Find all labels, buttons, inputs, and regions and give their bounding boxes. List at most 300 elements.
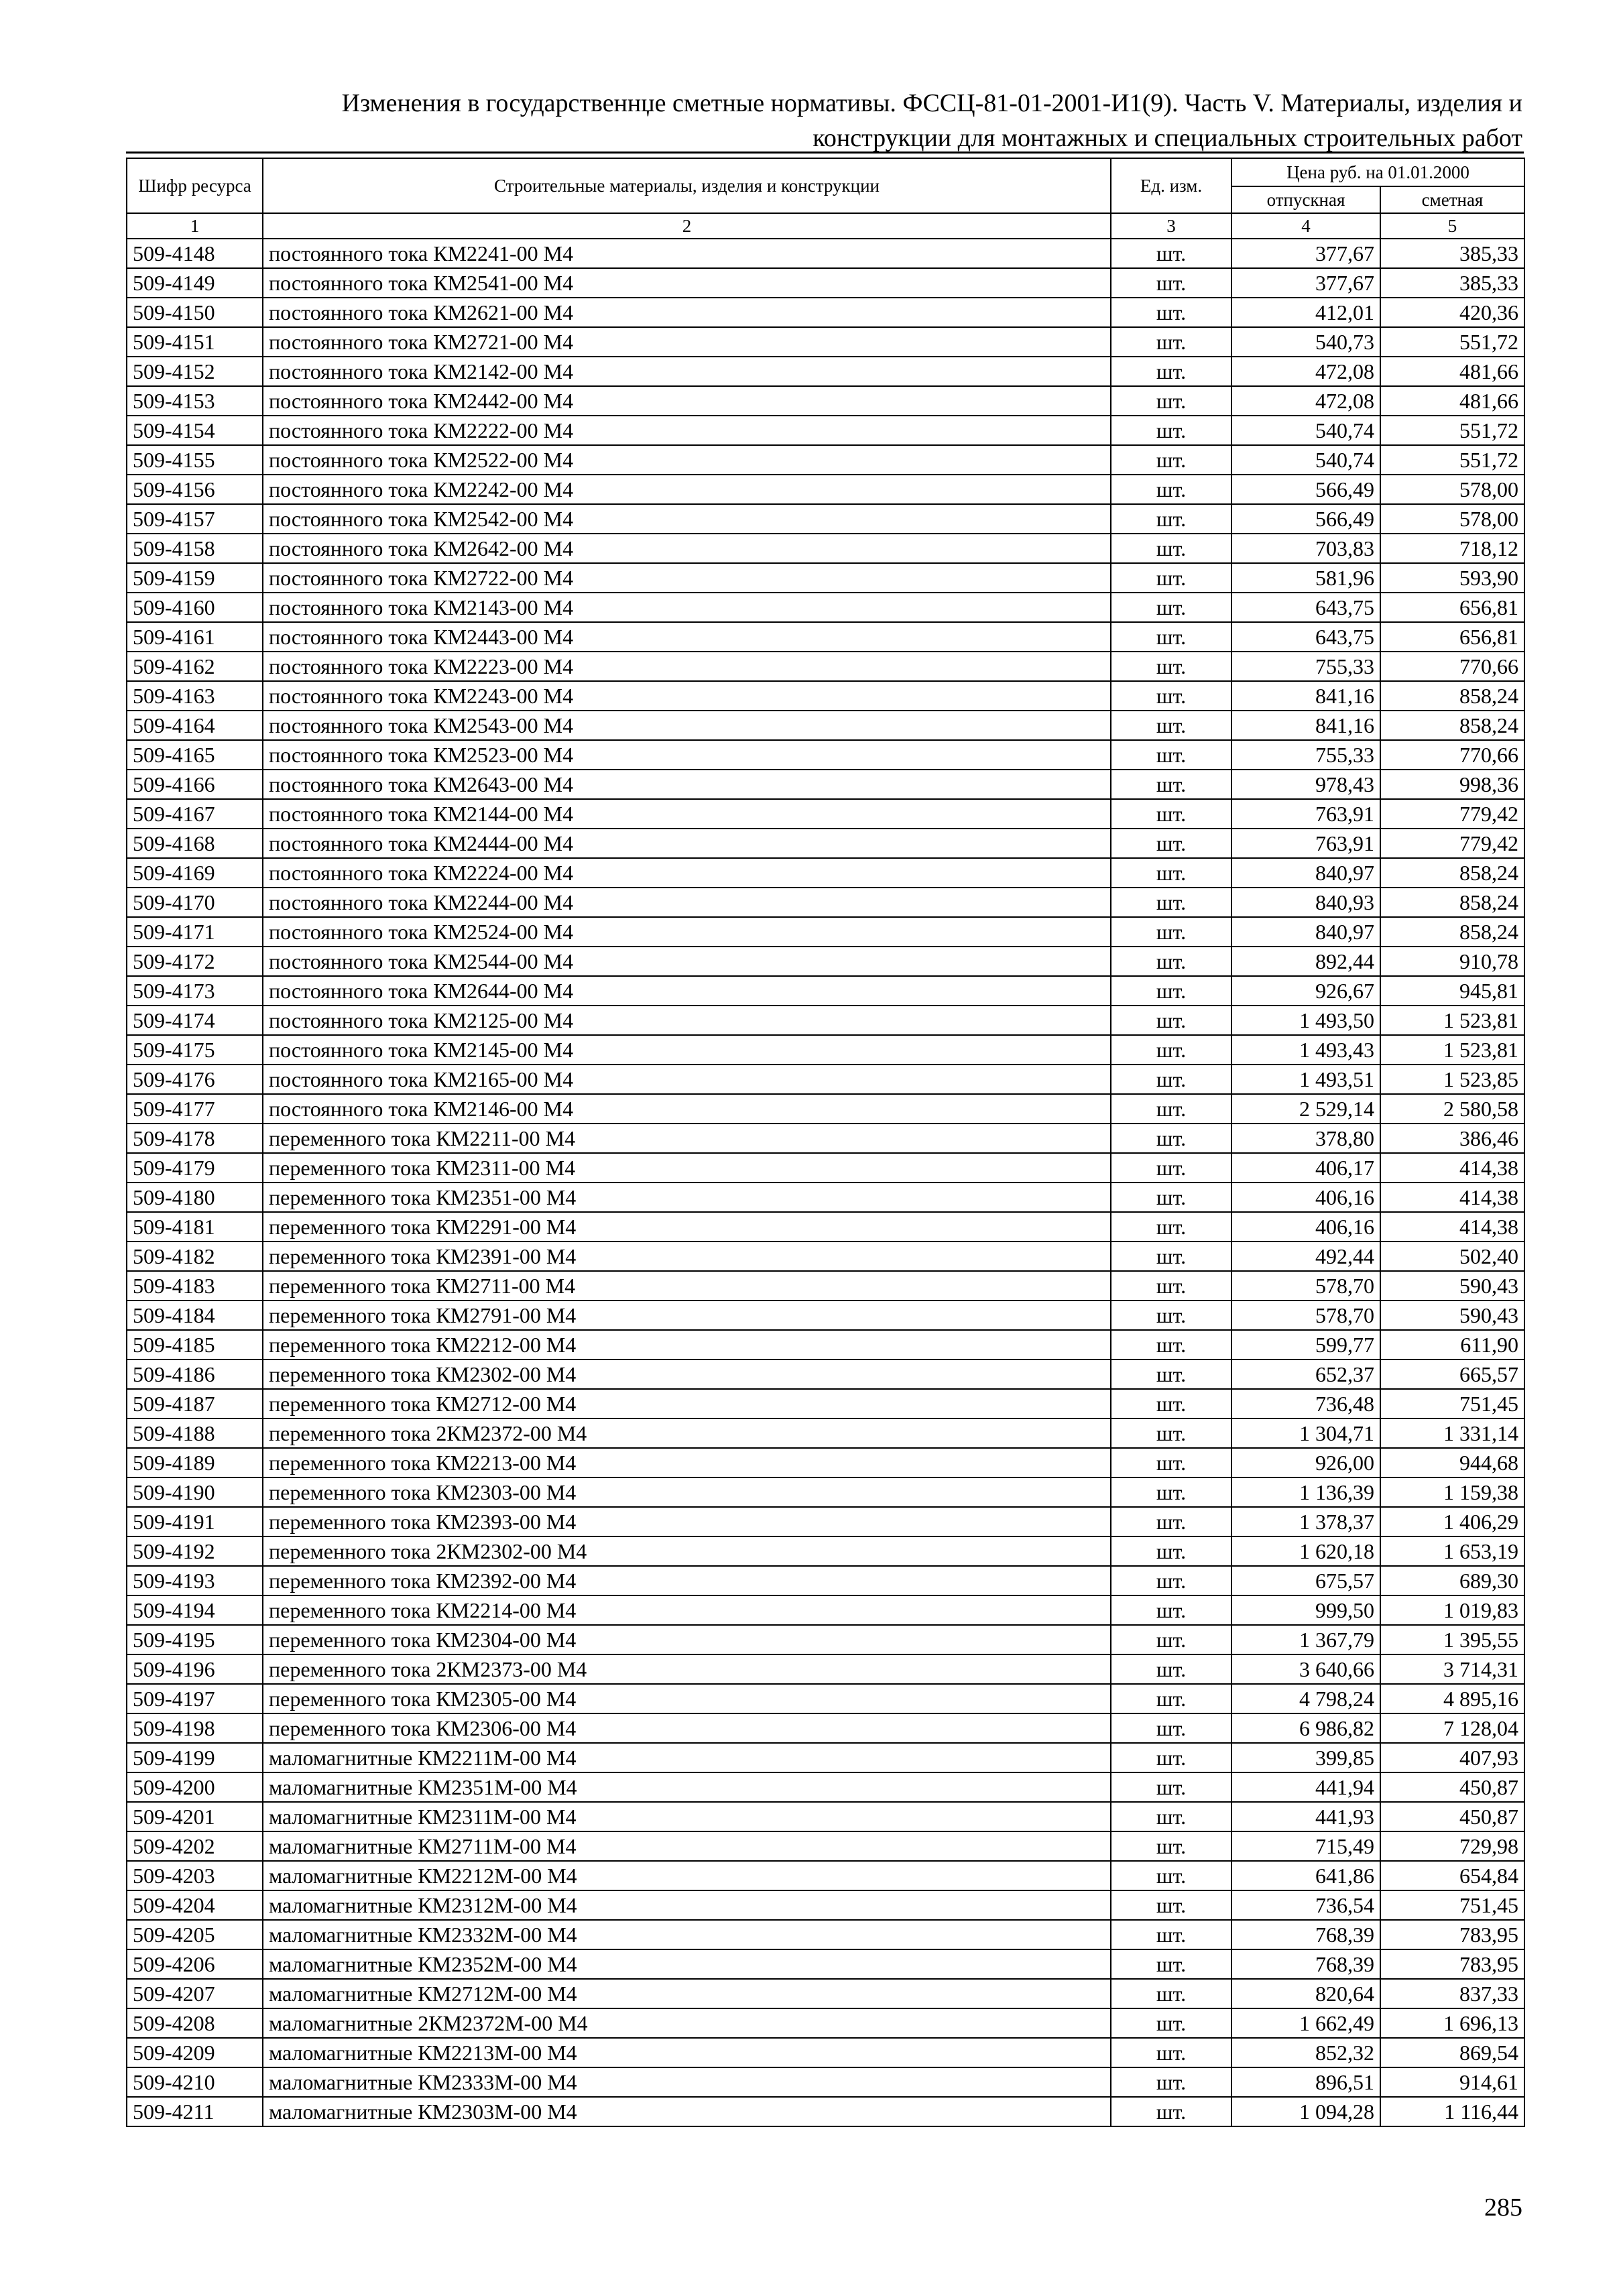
material-name: постоянного тока КМ2144-00 М4 xyxy=(263,799,1111,829)
release-price: 736,48 xyxy=(1231,1389,1380,1418)
estimate-price: 1 523,81 xyxy=(1380,1035,1524,1065)
resource-code: 509-4168 xyxy=(127,829,263,858)
table-row xyxy=(127,1979,1524,2008)
unit: шт. xyxy=(1111,327,1231,357)
release-price: 1 304,71 xyxy=(1231,1418,1380,1448)
resource-code: 509-4211 xyxy=(127,2097,263,2126)
release-price: 643,75 xyxy=(1231,622,1380,652)
material-name: переменного тока КМ2291-00 М4 xyxy=(263,1212,1111,1242)
column-number-2: 2 xyxy=(263,213,1111,239)
unit: шт. xyxy=(1111,652,1231,681)
estimate-price: 1 395,55 xyxy=(1380,1625,1524,1654)
table-row xyxy=(127,1713,1524,1743)
table-row xyxy=(127,1831,1524,1861)
release-price: 399,85 xyxy=(1231,1743,1380,1772)
table-row xyxy=(127,622,1524,652)
table-row xyxy=(127,1360,1524,1389)
release-price: 578,70 xyxy=(1231,1301,1380,1330)
release-price: 472,08 xyxy=(1231,357,1380,386)
material-name: маломагнитные КМ2312М-00 М4 xyxy=(263,1890,1111,1920)
release-price: 978,43 xyxy=(1231,770,1380,799)
estimate-price: 1 653,19 xyxy=(1380,1536,1524,1566)
column-number-4: 4 xyxy=(1231,213,1380,239)
resource-code: 509-4159 xyxy=(127,563,263,593)
estimate-price: 551,72 xyxy=(1380,327,1524,357)
resource-code: 509-4152 xyxy=(127,357,263,386)
estimate-price: 858,24 xyxy=(1380,858,1524,888)
column-header-unit: Ед. изм. xyxy=(1111,158,1231,213)
estimate-price: 1 523,81 xyxy=(1380,1006,1524,1035)
release-price: 763,91 xyxy=(1231,829,1380,858)
material-name: постоянного тока КМ2125-00 М4 xyxy=(263,1006,1111,1035)
unit: шт. xyxy=(1111,740,1231,770)
estimate-price: 1 523,85 xyxy=(1380,1065,1524,1094)
release-price: 841,16 xyxy=(1231,681,1380,711)
table-row xyxy=(127,740,1524,770)
resource-code: 509-4178 xyxy=(127,1124,263,1153)
material-name: маломагнитные КМ2311М-00 М4 xyxy=(263,1802,1111,1831)
estimate-price: 783,95 xyxy=(1380,1920,1524,1949)
table-body xyxy=(127,239,1524,2126)
resource-code: 509-4182 xyxy=(127,1242,263,1271)
resource-code: 509-4164 xyxy=(127,711,263,740)
release-price: 6 986,82 xyxy=(1231,1713,1380,1743)
release-price: 643,75 xyxy=(1231,593,1380,622)
estimate-price: 1 116,44 xyxy=(1380,2097,1524,2126)
unit: шт. xyxy=(1111,1831,1231,1861)
table-row xyxy=(127,475,1524,504)
material-name: постоянного тока КМ2444-00 М4 xyxy=(263,829,1111,858)
estimate-price: 998,36 xyxy=(1380,770,1524,799)
resource-code: 509-4206 xyxy=(127,1949,263,1979)
material-name: постоянного тока КМ2146-00 М4 xyxy=(263,1094,1111,1124)
release-price: 755,33 xyxy=(1231,740,1380,770)
release-price: 412,01 xyxy=(1231,298,1380,327)
release-price: 4 798,24 xyxy=(1231,1684,1380,1713)
material-name: маломагнитные КМ2212М-00 М4 xyxy=(263,1861,1111,1890)
estimate-price: 551,72 xyxy=(1380,445,1524,475)
release-price: 926,00 xyxy=(1231,1448,1380,1477)
table-row xyxy=(127,770,1524,799)
resource-code: 509-4195 xyxy=(127,1625,263,1654)
release-price: 820,64 xyxy=(1231,1979,1380,2008)
material-name: маломагнитные КМ2211М-00 М4 xyxy=(263,1743,1111,1772)
estimate-price: 593,90 xyxy=(1380,563,1524,593)
table-row xyxy=(127,1743,1524,1772)
release-price: 736,54 xyxy=(1231,1890,1380,1920)
table-row xyxy=(127,1802,1524,1831)
table-row xyxy=(127,298,1524,327)
table-row xyxy=(127,858,1524,888)
estimate-price: 551,72 xyxy=(1380,416,1524,445)
unit: шт. xyxy=(1111,1212,1231,1242)
unit: шт. xyxy=(1111,1713,1231,1743)
price-table xyxy=(126,158,1525,2127)
release-price: 892,44 xyxy=(1231,947,1380,976)
material-name: постоянного тока КМ2223-00 М4 xyxy=(263,652,1111,681)
material-name: переменного тока КМ2311-00 М4 xyxy=(263,1153,1111,1183)
release-price: 841,16 xyxy=(1231,711,1380,740)
material-name: постоянного тока КМ2644-00 М4 xyxy=(263,976,1111,1006)
release-price: 1 493,50 xyxy=(1231,1006,1380,1035)
release-price: 1 493,43 xyxy=(1231,1035,1380,1065)
estimate-price: 7 128,04 xyxy=(1380,1713,1524,1743)
estimate-price: 656,81 xyxy=(1380,622,1524,652)
estimate-price: 450,87 xyxy=(1380,1802,1524,1831)
release-price: 768,39 xyxy=(1231,1920,1380,1949)
resource-code: 509-4166 xyxy=(127,770,263,799)
resource-code: 509-4209 xyxy=(127,2038,263,2067)
resource-code: 509-4201 xyxy=(127,1802,263,1831)
unit: шт. xyxy=(1111,1360,1231,1389)
release-price: 1 094,28 xyxy=(1231,2097,1380,2126)
resource-code: 509-4153 xyxy=(127,386,263,416)
table-row xyxy=(127,416,1524,445)
unit: шт. xyxy=(1111,1330,1231,1360)
estimate-price: 944,68 xyxy=(1380,1448,1524,1477)
resource-code: 509-4167 xyxy=(127,799,263,829)
table-row xyxy=(127,1301,1524,1330)
material-name: переменного тока КМ2391-00 М4 xyxy=(263,1242,1111,1271)
unit: шт. xyxy=(1111,2067,1231,2097)
estimate-price: 1 019,83 xyxy=(1380,1595,1524,1625)
estimate-price: 665,57 xyxy=(1380,1360,1524,1389)
release-price: 840,97 xyxy=(1231,917,1380,947)
resource-code: 509-4149 xyxy=(127,268,263,298)
unit: шт. xyxy=(1111,1861,1231,1890)
estimate-price: 450,87 xyxy=(1380,1772,1524,1802)
table-row xyxy=(127,1684,1524,1713)
table-row xyxy=(127,1418,1524,1448)
unit: шт. xyxy=(1111,1890,1231,1920)
unit: шт. xyxy=(1111,711,1231,740)
table-row xyxy=(127,1772,1524,1802)
release-price: 715,49 xyxy=(1231,1831,1380,1861)
estimate-price: 770,66 xyxy=(1380,740,1524,770)
header-rule xyxy=(126,152,1524,154)
resource-code: 509-4189 xyxy=(127,1448,263,1477)
material-name: переменного тока 2КМ2302-00 М4 xyxy=(263,1536,1111,1566)
estimate-price: 1 696,13 xyxy=(1380,2008,1524,2038)
table-row xyxy=(127,534,1524,563)
unit: шт. xyxy=(1111,298,1231,327)
release-price: 406,16 xyxy=(1231,1183,1380,1212)
table-row xyxy=(127,357,1524,386)
material-name: постоянного тока КМ2642-00 М4 xyxy=(263,534,1111,563)
unit: шт. xyxy=(1111,799,1231,829)
unit: шт. xyxy=(1111,681,1231,711)
estimate-price: 869,54 xyxy=(1380,2038,1524,2067)
table-row xyxy=(127,1507,1524,1536)
release-price: 492,44 xyxy=(1231,1242,1380,1271)
material-name: постоянного тока КМ2242-00 М4 xyxy=(263,475,1111,504)
table-row xyxy=(127,888,1524,917)
estimate-price: 611,90 xyxy=(1380,1330,1524,1360)
release-price: 999,50 xyxy=(1231,1595,1380,1625)
unit: шт. xyxy=(1111,858,1231,888)
estimate-price: 481,66 xyxy=(1380,357,1524,386)
resource-code: 509-4186 xyxy=(127,1360,263,1389)
unit: шт. xyxy=(1111,239,1231,268)
unit: шт. xyxy=(1111,2038,1231,2067)
table-row xyxy=(127,1625,1524,1654)
resource-code: 509-4183 xyxy=(127,1271,263,1301)
table-row xyxy=(127,1448,1524,1477)
material-name: маломагнитные КМ2351М-00 М4 xyxy=(263,1772,1111,1802)
material-name: маломагнитные КМ2213М-00 М4 xyxy=(263,2038,1111,2067)
estimate-price: 385,33 xyxy=(1380,239,1524,268)
material-name: постоянного тока КМ2443-00 М4 xyxy=(263,622,1111,652)
resource-code: 509-4151 xyxy=(127,327,263,357)
material-name: постоянного тока КМ2143-00 М4 xyxy=(263,593,1111,622)
table-row xyxy=(127,327,1524,357)
estimate-price: 590,43 xyxy=(1380,1271,1524,1301)
unit: шт. xyxy=(1111,534,1231,563)
resource-code: 509-4169 xyxy=(127,858,263,888)
header-line-1: Изменения в государственнџе сметные нормативы. ФССЦ-81-01-2001-И1(9). Часть V. Материалы, изделия и xyxy=(341,89,1522,117)
release-price: 926,67 xyxy=(1231,976,1380,1006)
resource-code: 509-4180 xyxy=(127,1183,263,1212)
table-row xyxy=(127,1006,1524,1035)
estimate-price: 590,43 xyxy=(1380,1301,1524,1330)
resource-code: 509-4200 xyxy=(127,1772,263,1802)
resource-code: 509-4172 xyxy=(127,947,263,976)
estimate-price: 414,38 xyxy=(1380,1212,1524,1242)
unit: шт. xyxy=(1111,1035,1231,1065)
unit: шт. xyxy=(1111,1743,1231,1772)
column-header-release-price: отпускная xyxy=(1231,186,1380,213)
material-name: постоянного тока КМ2244-00 М4 xyxy=(263,888,1111,917)
unit: шт. xyxy=(1111,593,1231,622)
resource-code: 509-4191 xyxy=(127,1507,263,1536)
estimate-price: 414,38 xyxy=(1380,1183,1524,1212)
resource-code: 509-4150 xyxy=(127,298,263,327)
estimate-price: 689,30 xyxy=(1380,1566,1524,1595)
table-row xyxy=(127,711,1524,740)
resource-code: 509-4163 xyxy=(127,681,263,711)
release-price: 3 640,66 xyxy=(1231,1654,1380,1684)
table-row xyxy=(127,386,1524,416)
unit: шт. xyxy=(1111,1094,1231,1124)
material-name: постоянного тока КМ2222-00 М4 xyxy=(263,416,1111,445)
release-price: 1 367,79 xyxy=(1231,1625,1380,1654)
release-price: 566,49 xyxy=(1231,504,1380,534)
table-row xyxy=(127,2067,1524,2097)
table-row xyxy=(127,1212,1524,1242)
unit: шт. xyxy=(1111,1124,1231,1153)
estimate-price: 656,81 xyxy=(1380,593,1524,622)
material-name: постоянного тока КМ2721-00 М4 xyxy=(263,327,1111,357)
estimate-price: 751,45 xyxy=(1380,1389,1524,1418)
release-price: 1 378,37 xyxy=(1231,1507,1380,1536)
estimate-price: 1 406,29 xyxy=(1380,1507,1524,1536)
unit: шт. xyxy=(1111,1507,1231,1536)
table-header xyxy=(127,158,1524,239)
column-header-price: Цена руб. на 01.01.2000 xyxy=(1231,158,1524,186)
release-price: 763,91 xyxy=(1231,799,1380,829)
table-row xyxy=(127,976,1524,1006)
column-header-code: Шифр ресурса xyxy=(127,158,263,213)
release-price: 641,86 xyxy=(1231,1861,1380,1890)
release-price: 840,93 xyxy=(1231,888,1380,917)
release-price: 652,37 xyxy=(1231,1360,1380,1389)
unit: шт. xyxy=(1111,357,1231,386)
resource-code: 509-4154 xyxy=(127,416,263,445)
resource-code: 509-4192 xyxy=(127,1536,263,1566)
unit: шт. xyxy=(1111,563,1231,593)
material-name: переменного тока КМ2306-00 М4 xyxy=(263,1713,1111,1743)
resource-code: 509-4174 xyxy=(127,1006,263,1035)
unit: шт. xyxy=(1111,1654,1231,1684)
estimate-price: 751,45 xyxy=(1380,1890,1524,1920)
estimate-price: 1 159,38 xyxy=(1380,1477,1524,1507)
unit: шт. xyxy=(1111,1566,1231,1595)
table-row xyxy=(127,1124,1524,1153)
resource-code: 509-4156 xyxy=(127,475,263,504)
unit: шт. xyxy=(1111,947,1231,976)
column-header-estimate-price: сметная xyxy=(1380,186,1524,213)
resource-code: 509-4160 xyxy=(127,593,263,622)
material-name: постоянного тока КМ2224-00 М4 xyxy=(263,858,1111,888)
material-name: переменного тока КМ2392-00 М4 xyxy=(263,1566,1111,1595)
unit: шт. xyxy=(1111,1389,1231,1418)
resource-code: 509-4196 xyxy=(127,1654,263,1684)
table-row xyxy=(127,2008,1524,2038)
table-row xyxy=(127,1183,1524,1212)
release-price: 1 662,49 xyxy=(1231,2008,1380,2038)
estimate-price: 3 714,31 xyxy=(1380,1654,1524,1684)
estimate-price: 910,78 xyxy=(1380,947,1524,976)
release-price: 2 529,14 xyxy=(1231,1094,1380,1124)
table-row xyxy=(127,268,1524,298)
estimate-price: 2 580,58 xyxy=(1380,1094,1524,1124)
resource-code: 509-4194 xyxy=(127,1595,263,1625)
material-name: маломагнитные КМ2303М-00 М4 xyxy=(263,2097,1111,2126)
unit: шт. xyxy=(1111,1949,1231,1979)
release-price: 540,74 xyxy=(1231,445,1380,475)
unit: шт. xyxy=(1111,1065,1231,1094)
estimate-price: 729,98 xyxy=(1380,1831,1524,1861)
release-price: 675,57 xyxy=(1231,1566,1380,1595)
table-row xyxy=(127,1065,1524,1094)
resource-code: 509-4187 xyxy=(127,1389,263,1418)
resource-code: 509-4161 xyxy=(127,622,263,652)
unit: шт. xyxy=(1111,2097,1231,2126)
unit: шт. xyxy=(1111,1477,1231,1507)
unit: шт. xyxy=(1111,445,1231,475)
table-row xyxy=(127,1536,1524,1566)
resource-code: 509-4162 xyxy=(127,652,263,681)
release-price: 578,70 xyxy=(1231,1271,1380,1301)
estimate-price: 858,24 xyxy=(1380,888,1524,917)
resource-code: 509-4176 xyxy=(127,1065,263,1094)
release-price: 540,73 xyxy=(1231,327,1380,357)
table-row xyxy=(127,2038,1524,2067)
table-row xyxy=(127,1890,1524,1920)
unit: шт. xyxy=(1111,1448,1231,1477)
resource-code: 509-4158 xyxy=(127,534,263,563)
unit: шт. xyxy=(1111,386,1231,416)
material-name: переменного тока КМ2791-00 М4 xyxy=(263,1301,1111,1330)
estimate-price: 858,24 xyxy=(1380,917,1524,947)
material-name: переменного тока КМ2304-00 М4 xyxy=(263,1625,1111,1654)
resource-code: 509-4204 xyxy=(127,1890,263,1920)
estimate-price: 837,33 xyxy=(1380,1979,1524,2008)
estimate-price: 4 895,16 xyxy=(1380,1684,1524,1713)
table-row xyxy=(127,593,1524,622)
table-row xyxy=(127,681,1524,711)
resource-code: 509-4171 xyxy=(127,917,263,947)
material-name: маломагнитные КМ2711М-00 М4 xyxy=(263,1831,1111,1861)
estimate-price: 858,24 xyxy=(1380,711,1524,740)
material-name: постоянного тока КМ2145-00 М4 xyxy=(263,1035,1111,1065)
table-row xyxy=(127,1861,1524,1890)
material-name: переменного тока КМ2213-00 М4 xyxy=(263,1448,1111,1477)
unit: шт. xyxy=(1111,1271,1231,1301)
unit: шт. xyxy=(1111,917,1231,947)
material-name: переменного тока КМ2212-00 М4 xyxy=(263,1330,1111,1360)
release-price: 441,93 xyxy=(1231,1802,1380,1831)
resource-code: 509-4197 xyxy=(127,1684,263,1713)
unit: шт. xyxy=(1111,1183,1231,1212)
unit: шт. xyxy=(1111,416,1231,445)
material-name: постоянного тока КМ2544-00 М4 xyxy=(263,947,1111,976)
table-row xyxy=(127,1949,1524,1979)
material-name: постоянного тока КМ2621-00 М4 xyxy=(263,298,1111,327)
estimate-price: 481,66 xyxy=(1380,386,1524,416)
material-name: переменного тока КМ2711-00 М4 xyxy=(263,1271,1111,1301)
release-price: 472,08 xyxy=(1231,386,1380,416)
unit: шт. xyxy=(1111,1802,1231,1831)
table-row xyxy=(127,829,1524,858)
release-price: 840,97 xyxy=(1231,858,1380,888)
estimate-price: 945,81 xyxy=(1380,976,1524,1006)
table-row xyxy=(127,504,1524,534)
release-price: 406,16 xyxy=(1231,1212,1380,1242)
estimate-price: 718,12 xyxy=(1380,534,1524,563)
release-price: 768,39 xyxy=(1231,1949,1380,1979)
unit: шт. xyxy=(1111,770,1231,799)
release-price: 703,83 xyxy=(1231,534,1380,563)
resource-code: 509-4170 xyxy=(127,888,263,917)
resource-code: 509-4184 xyxy=(127,1301,263,1330)
unit: шт. xyxy=(1111,1979,1231,2008)
table-row xyxy=(127,1094,1524,1124)
release-price: 755,33 xyxy=(1231,652,1380,681)
material-name: постоянного тока КМ2142-00 М4 xyxy=(263,357,1111,386)
table-row xyxy=(127,1330,1524,1360)
unit: шт. xyxy=(1111,475,1231,504)
resource-code: 509-4208 xyxy=(127,2008,263,2038)
material-name: постоянного тока КМ2643-00 М4 xyxy=(263,770,1111,799)
estimate-price: 578,00 xyxy=(1380,475,1524,504)
table-row xyxy=(127,1920,1524,1949)
resource-code: 509-4207 xyxy=(127,1979,263,2008)
estimate-price: 914,61 xyxy=(1380,2067,1524,2097)
unit: шт. xyxy=(1111,504,1231,534)
unit: шт. xyxy=(1111,1536,1231,1566)
material-name: постоянного тока КМ2243-00 М4 xyxy=(263,681,1111,711)
resource-code: 509-4157 xyxy=(127,504,263,534)
estimate-price: 407,93 xyxy=(1380,1743,1524,1772)
release-price: 852,32 xyxy=(1231,2038,1380,2067)
estimate-price: 414,38 xyxy=(1380,1153,1524,1183)
resource-code: 509-4203 xyxy=(127,1861,263,1890)
estimate-price: 779,42 xyxy=(1380,829,1524,858)
table-row xyxy=(127,1242,1524,1271)
resource-code: 509-4165 xyxy=(127,740,263,770)
release-price: 377,67 xyxy=(1231,268,1380,298)
